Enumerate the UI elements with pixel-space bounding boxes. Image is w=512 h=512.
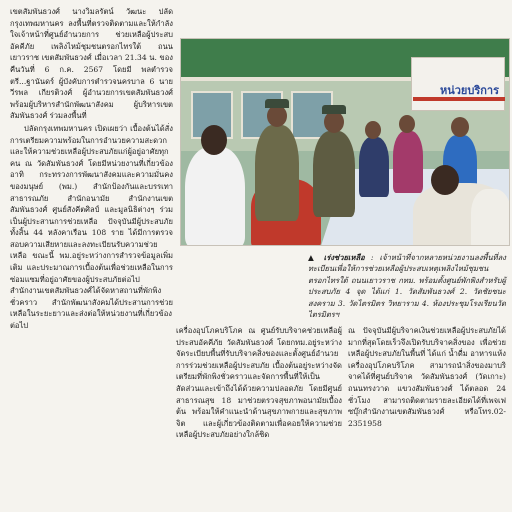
article-column-middle	[176, 325, 342, 512]
article-paragraph: ณ ปัจจุบันมีผู้บริจาคเงินช่วยเหลือผู้ประสบภัยได้มากที่สุดโดยเร็วจึงเปิดรับบริจาคสิ่งของ เพื่อช่วยเหลือผู้ประสบภัยในพื้นที่ ได้แก่ น้ำดื่ม อาหารแห้ง เครื่องอุปโภคบริโภค สามารถนำสิ่งของมาบริจาคได้ที่ศูนย์บริจาค วัดสัมพันธวงศ์ (วัดเกาะ) ถนนทรงวาด แขวงสัมพันธวงศ์ ได้ตลอด 24 ชั่วโมง สามารถติดตามรายละเอียดได้ที่เพจเฟซบุ๊กสำนักงานเขตสัมพันธวงศ์ หรือโทร.02-2351958	[348, 326, 506, 428]
caption-lead: เร่งช่วยเหลือ	[323, 253, 365, 262]
news-photo	[180, 38, 510, 246]
photo-caption	[308, 252, 506, 320]
article-paragraph: เครื่องอุปโภคบริโภค ณ ศูนย์รับบริจาคช่วยเหลือผู้ประสบอัคคีภัย วัดสัมพันธวงศ์ โดยกทม.อยู่ระหว่างจัดระเบียบพื้นที่รับบริจาคสิ่งของและตั้งศูนย์อำนวยการร่วมช่วยเหลือผู้ประสบภัย เบื้องต้นอยู่ระหว่างจัดเตรียมที่พักพิงชั่วคราวและจัดการพื้นที่ให้เป็นสัดส่วนและเข้าถึงได้ด้วยความปลอดภัย โดยมีศูนย์สาธารณสุข 18 มาช่วยตรวจสุขภาพอนามัยเบื้องต้น พร้อมให้คำแนะนำด้านสุขภาพกายและสุขภาพจิต และผู้เกี่ยวข้องติดตามเพื่อคอยให้ความช่วยเหลือผู้ประสบภัยอย่างใกล้ชิด	[176, 326, 342, 440]
article-paragraph: เขตสัมพันธวงศ์ นางวิมลรัตน์ วัฒนะ ปลัดกรุงเทพมหานคร ลงพื้นที่ตรวจติดตามและให้กำลังใจเจ้าหน้าที่ศูนย์อำนวยการ ช่วยเหลือผู้ประสบอัคคีภัย เพลิงไหม้ชุมชนตรอกไทรใต้ ถนนเยาวราช เขตสัมพันธวงศ์ เมื่อเวลา 21.34 น. ของคืนวันที่ 6 ก.ค. 2567 โดยมี พลตำรวจตรี...ฐานันดร์ ผู้บังคับการตำรวจนครบาล 6 นายวีรพล เกียรติวงศ์ ผู้อำนวยการเขตสัมพันธวงศ์ พร้อมผู้บริหารสำนักพัฒนาสังคม ผู้บริหารเขตสัมพันธวงศ์ ร่วมลงพื้นที่	[10, 7, 173, 121]
caption-text: : เจ้าหน้าที่จากหลายหน่วยงานลงพื้นที่ลงทะเบียนเพื่อให้การช่วยเหลือผู้ประสบเหตุเพลิงไหม้ชุมชนตรอกไทรใต้ ถนนเยาวราช กทม. พร้อมตั้งศูนย์พักพิงสำหรับผู้ประสบภัย 4 จุด ได้แก่ 1. วัดสัมพันธวงศ์ 2. วัดชัยชนะสงคราม 3. วัดไตรมิตร วิทยาราม 4. ห้องประชุมโรงเรียนวัดไตรมิตรฯ	[308, 253, 506, 320]
article-column-left	[10, 6, 173, 512]
photo-banner-text: หน่วยบริการ	[439, 84, 499, 97]
article-paragraph: ปลัดกรุงเทพมหานคร เปิดเผยว่า เบื้องต้นได้สั่งการเตรียมความพร้อมในการอำนวยความสะดวกและให้ความช่วยเหลือผู้ประสบภัยแก่ผู้อยู่อาศัยทุกคน ณ วัดสัมพันธวงศ์ โดยมีหน่วยงานที่เกี่ยวข้อง อาทิ กระทรวงการพัฒนาสังคมและความมั่นคงของมนุษย์ (พม.) สำนักป้องกันและบรรเทาสาธารณภัย สำนักอนามัย สำนักงานเขตสัมพันธวงศ์ ศูนย์สังคีตศิลป์ และมูลนิธิต่างๆ ร่วมเป็นผู้ประสานการช่วยเหลือ ปัจจุบันมีผู้ประสบภัยทั้งสิ้น 44 หลังคาเรือน 108 ราย ได้มีการตรวจสอบความเสียหายและลงทะเบียนรับความช่วยเหลือ ขณะนี้ พม.อยู่ระหว่างการสำรวจข้อมูลเพิ่มเติม และประมาณการเบื้องต้นเพื่อช่วยเหลือในการซ่อมแซมที่อยู่อาศัยของผู้ประสบภัยต่อไป สำนักงานเขตสัมพันธวงศ์ได้จัดหาสถานที่พักพิงชั่วคราว สำนักพัฒนาสังคมได้ประสานการช่วยเหลือในระยะยาวและส่งต่อให้หน่วยงานที่เกี่ยวข้องต่อไป	[10, 123, 173, 331]
article-column-right	[348, 325, 506, 512]
caption-arrow-icon: ▲	[308, 253, 318, 262]
